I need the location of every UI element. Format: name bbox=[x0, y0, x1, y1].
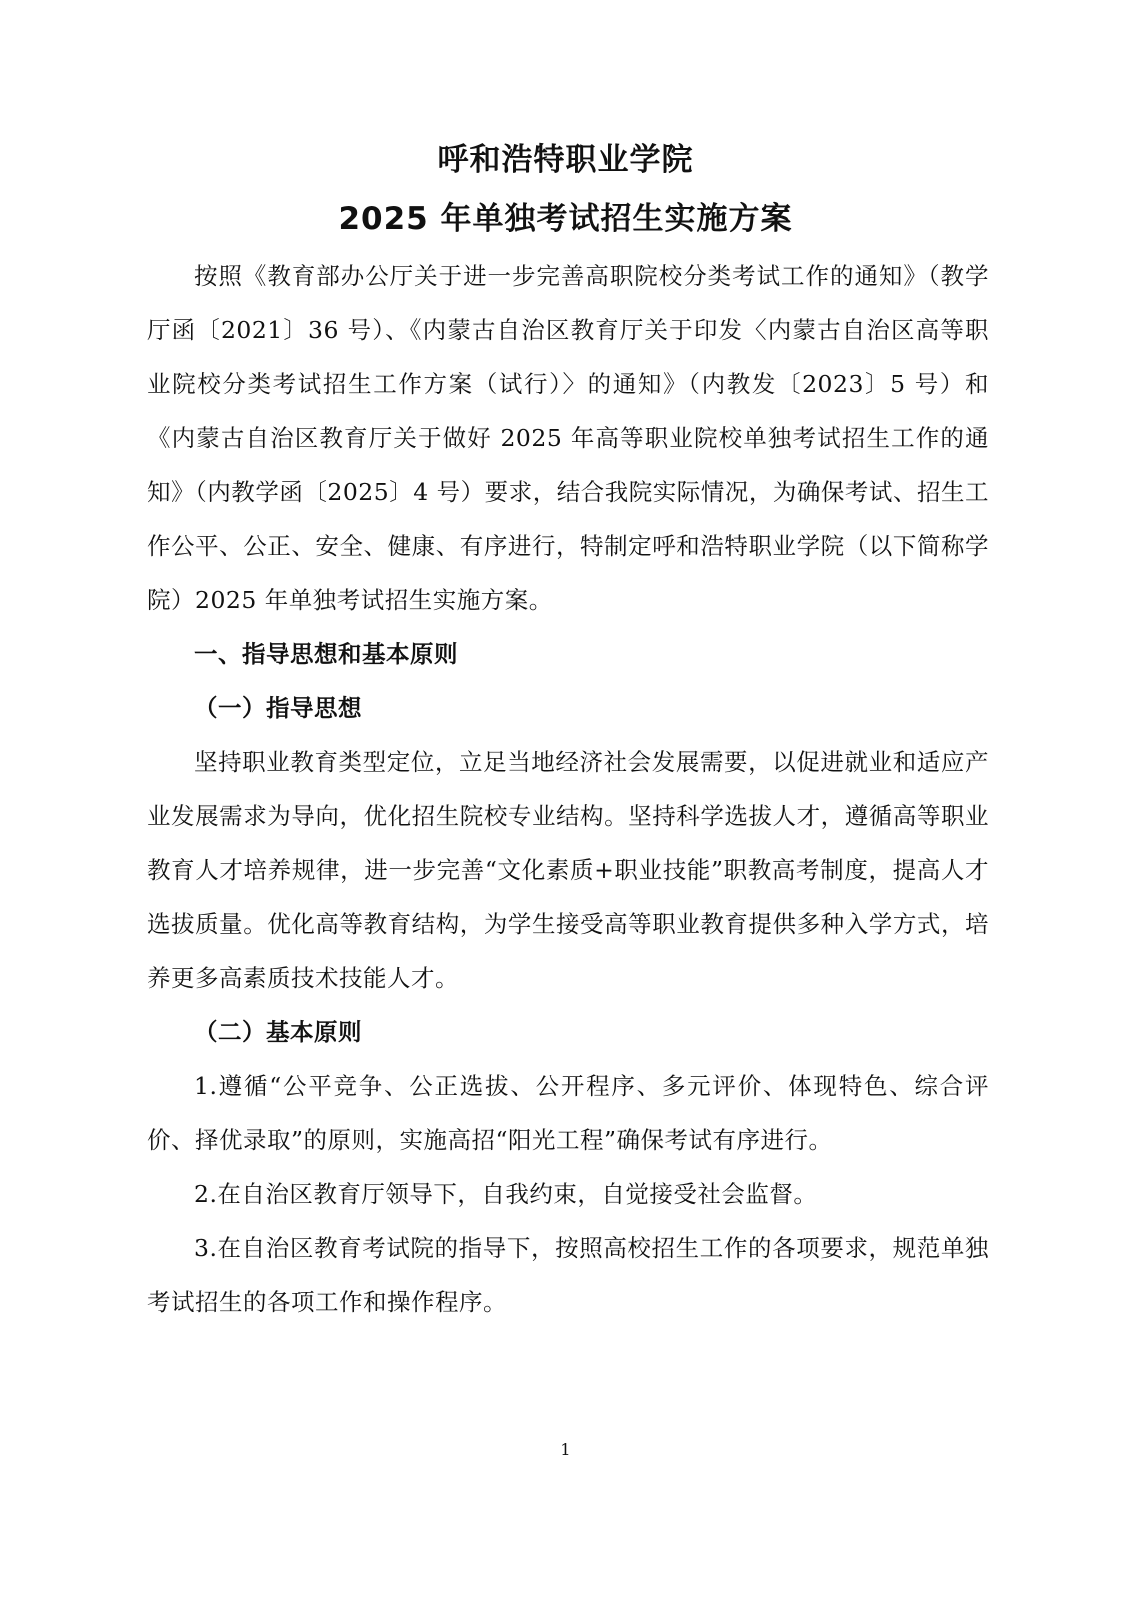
section-heading-1: 一、指导思想和基本原则 bbox=[194, 640, 458, 668]
principle-item-1: 1.遵循“公平竞争、公正选拔、公开程序、多元评价、体现特色、综合评价、择优录取”的原则，实施高招“阳光工程”确保考试有序进行。 bbox=[147, 1072, 989, 1154]
subsection-heading-guiding-thought: （一）指导思想 bbox=[194, 694, 362, 722]
guiding-thought-paragraph: 坚持职业教育类型定位，立足当地经济社会发展需要，以促进就业和适应产业发展需求为导向，优化招生院校专业结构。坚持科学选拔人才，遵循高等职业教育人才培养规律，进一步完善“文化素质+职业技能”职教高考制度，提高人才选拔质量。优化高等教育结构，为学生接受高等职业教育提供多种入学方式，培养更多高素质技术技能人才。 bbox=[147, 748, 989, 992]
document-title-line2: 2025 年单独考试招生实施方案 bbox=[338, 201, 793, 237]
document-title-line1: 呼和浩特职业学院 bbox=[437, 142, 694, 178]
intro-paragraph: 按照《教育部办公厅关于进一步完善高职院校分类考试工作的通知》（教学厅函〔2021〕36 号）、《内蒙古自治区教育厅关于印发〈内蒙古自治区高等职业院校分类考试招生工作方案（试行）〉的通知》（内教发〔2023〕5 号）和《内蒙古自治区教育厅关于做好 2025 年高等职业院校单独考试招生工作的通知》（内教学函〔2025〕4 号）要求，结合我院实际情况，为确保考试、招生工作公平、公正、安全、健康、有序进行，特制定呼和浩特职业学院（以下简称学院）2025 年单独考试招生实施方案。 bbox=[147, 262, 989, 614]
page-number: 1 bbox=[560, 1440, 571, 1459]
subsection-heading-basic-principles: （二）基本原则 bbox=[194, 1018, 362, 1046]
document-body bbox=[147, 249, 989, 1329]
principle-item-3: 3.在自治区教育考试院的指导下，按照高校招生工作的各项要求，规范单独考试招生的各项工作和操作程序。 bbox=[147, 1234, 989, 1316]
principle-item-2: 2.在自治区教育厅领导下，自我约束，自觉接受社会监督。 bbox=[194, 1180, 818, 1208]
